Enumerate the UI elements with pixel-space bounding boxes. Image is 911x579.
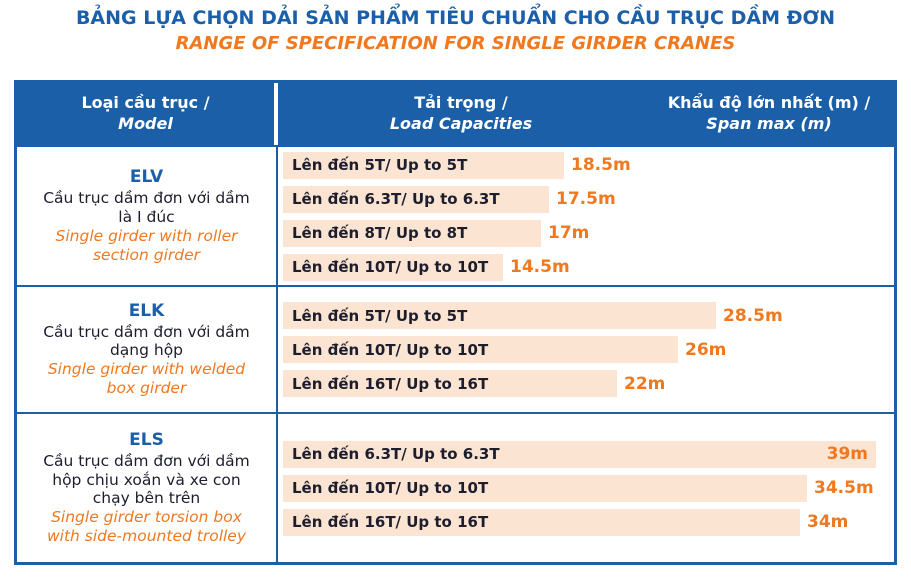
- model-name: ELS: [129, 429, 164, 450]
- model-name: ELV: [129, 167, 164, 188]
- capacity-label: Lên đến 16T/ Up to 16T: [292, 513, 489, 531]
- capacity-label: Lên đến 6.3T/ Up to 6.3T: [292, 190, 500, 208]
- model-cell-els: [17, 414, 278, 562]
- capacity-bar-row: [283, 441, 894, 468]
- capacity-bar-row: [283, 254, 894, 281]
- span-bar: [283, 152, 564, 179]
- spec-table: [14, 80, 897, 565]
- capacity-label: Lên đến 6.3T/ Up to 6.3T: [292, 445, 500, 463]
- span-value: 26m: [685, 339, 727, 360]
- model-description-vi: Cầu trục dầm đơn với dầm là I đúc: [43, 189, 250, 226]
- header-model-line2: Model: [118, 114, 173, 133]
- model-name: ELK: [128, 300, 165, 321]
- span-bar: [283, 186, 549, 213]
- span-bar: [283, 509, 800, 536]
- span-value: 34.5m: [814, 478, 874, 498]
- page-title: BẢNG LỰA CHỌN DẢI SẢN PHẨM TIÊU CHUẨN CHO CẦU TRỤC DẦM ĐƠN: [75, 7, 836, 29]
- bars-cell-elv: [278, 147, 894, 285]
- model-description-en: Single girder with welded box girder: [47, 360, 246, 398]
- header-load-column: [278, 83, 644, 145]
- span-value: 34m: [807, 512, 849, 532]
- span-bar: [283, 370, 617, 397]
- header-model-column: [17, 83, 278, 145]
- table-header-row: [17, 83, 894, 145]
- capacity-label: Lên đến 5T/ Up to 5T: [292, 306, 468, 325]
- capacity-bar-row: [283, 370, 894, 397]
- capacity-bar-row: [283, 302, 894, 329]
- span-bar: [283, 336, 678, 363]
- capacity-bar-row: [283, 509, 894, 536]
- capacity-bar-row: [283, 475, 894, 502]
- capacity-label: Lên đến 16T/ Up to 16T: [292, 374, 489, 393]
- model-description-vi: Cầu trục dầm đơn với dầm hộp chịu xoắn và xe con chạy bên trên: [43, 451, 250, 508]
- capacity-label: Lên đến 10T/ Up to 10T: [292, 258, 489, 276]
- header-span-line2: Span max (m): [706, 114, 832, 133]
- span-value: 22m: [624, 373, 666, 394]
- capacity-label: Lên đến 5T/ Up to 5T: [292, 156, 468, 174]
- span-bar: [283, 441, 876, 468]
- model-description-vi: Cầu trục dầm đơn với dầm dạng hộp: [43, 322, 250, 360]
- span-bar: [283, 302, 716, 329]
- span-value: 17m: [548, 223, 590, 243]
- span-value: 28.5m: [723, 305, 783, 326]
- span-value: 39m: [826, 444, 868, 464]
- bars-cell-elk: [278, 287, 894, 412]
- capacity-label: Lên đến 8T/ Up to 8T: [292, 224, 468, 242]
- model-cell-elv: [17, 147, 278, 285]
- span-value: 14.5m: [510, 257, 570, 277]
- table-row-els: [17, 412, 894, 562]
- model-description-en: Single girder torsion box with side-mounted trolley: [46, 508, 247, 546]
- header-model-line1: Loại cầu trục /: [81, 93, 210, 113]
- span-bar: [283, 475, 807, 502]
- capacity-label: Lên đến 10T/ Up to 10T: [292, 479, 489, 497]
- table-row-elk: [17, 285, 894, 412]
- header-span-line1: Khẩu độ lớn nhất (m) /: [667, 93, 871, 113]
- table-row-elv: [17, 145, 894, 285]
- capacity-label: Lên đến 10T/ Up to 10T: [292, 340, 489, 359]
- capacity-bar-row: [283, 186, 894, 213]
- capacity-bar-row: [283, 336, 894, 363]
- capacity-bar-row: [283, 220, 894, 247]
- page-subtitle: RANGE OF SPECIFICATION FOR SINGLE GIRDER CRANES: [175, 33, 736, 54]
- bars-cell-els: [278, 414, 894, 562]
- span-bar: [283, 254, 503, 281]
- span-bar: [283, 220, 541, 247]
- span-value: 18.5m: [571, 155, 631, 175]
- header-load-line1: Tải trọng /: [414, 93, 508, 113]
- capacity-bar-row: [283, 152, 894, 179]
- header-load-line2: Load Capacities: [389, 114, 533, 133]
- model-description-en: Single girder with roller section girder: [55, 226, 238, 264]
- header-span-column: [644, 83, 894, 145]
- span-value: 17.5m: [556, 189, 616, 209]
- model-cell-elk: [17, 287, 278, 412]
